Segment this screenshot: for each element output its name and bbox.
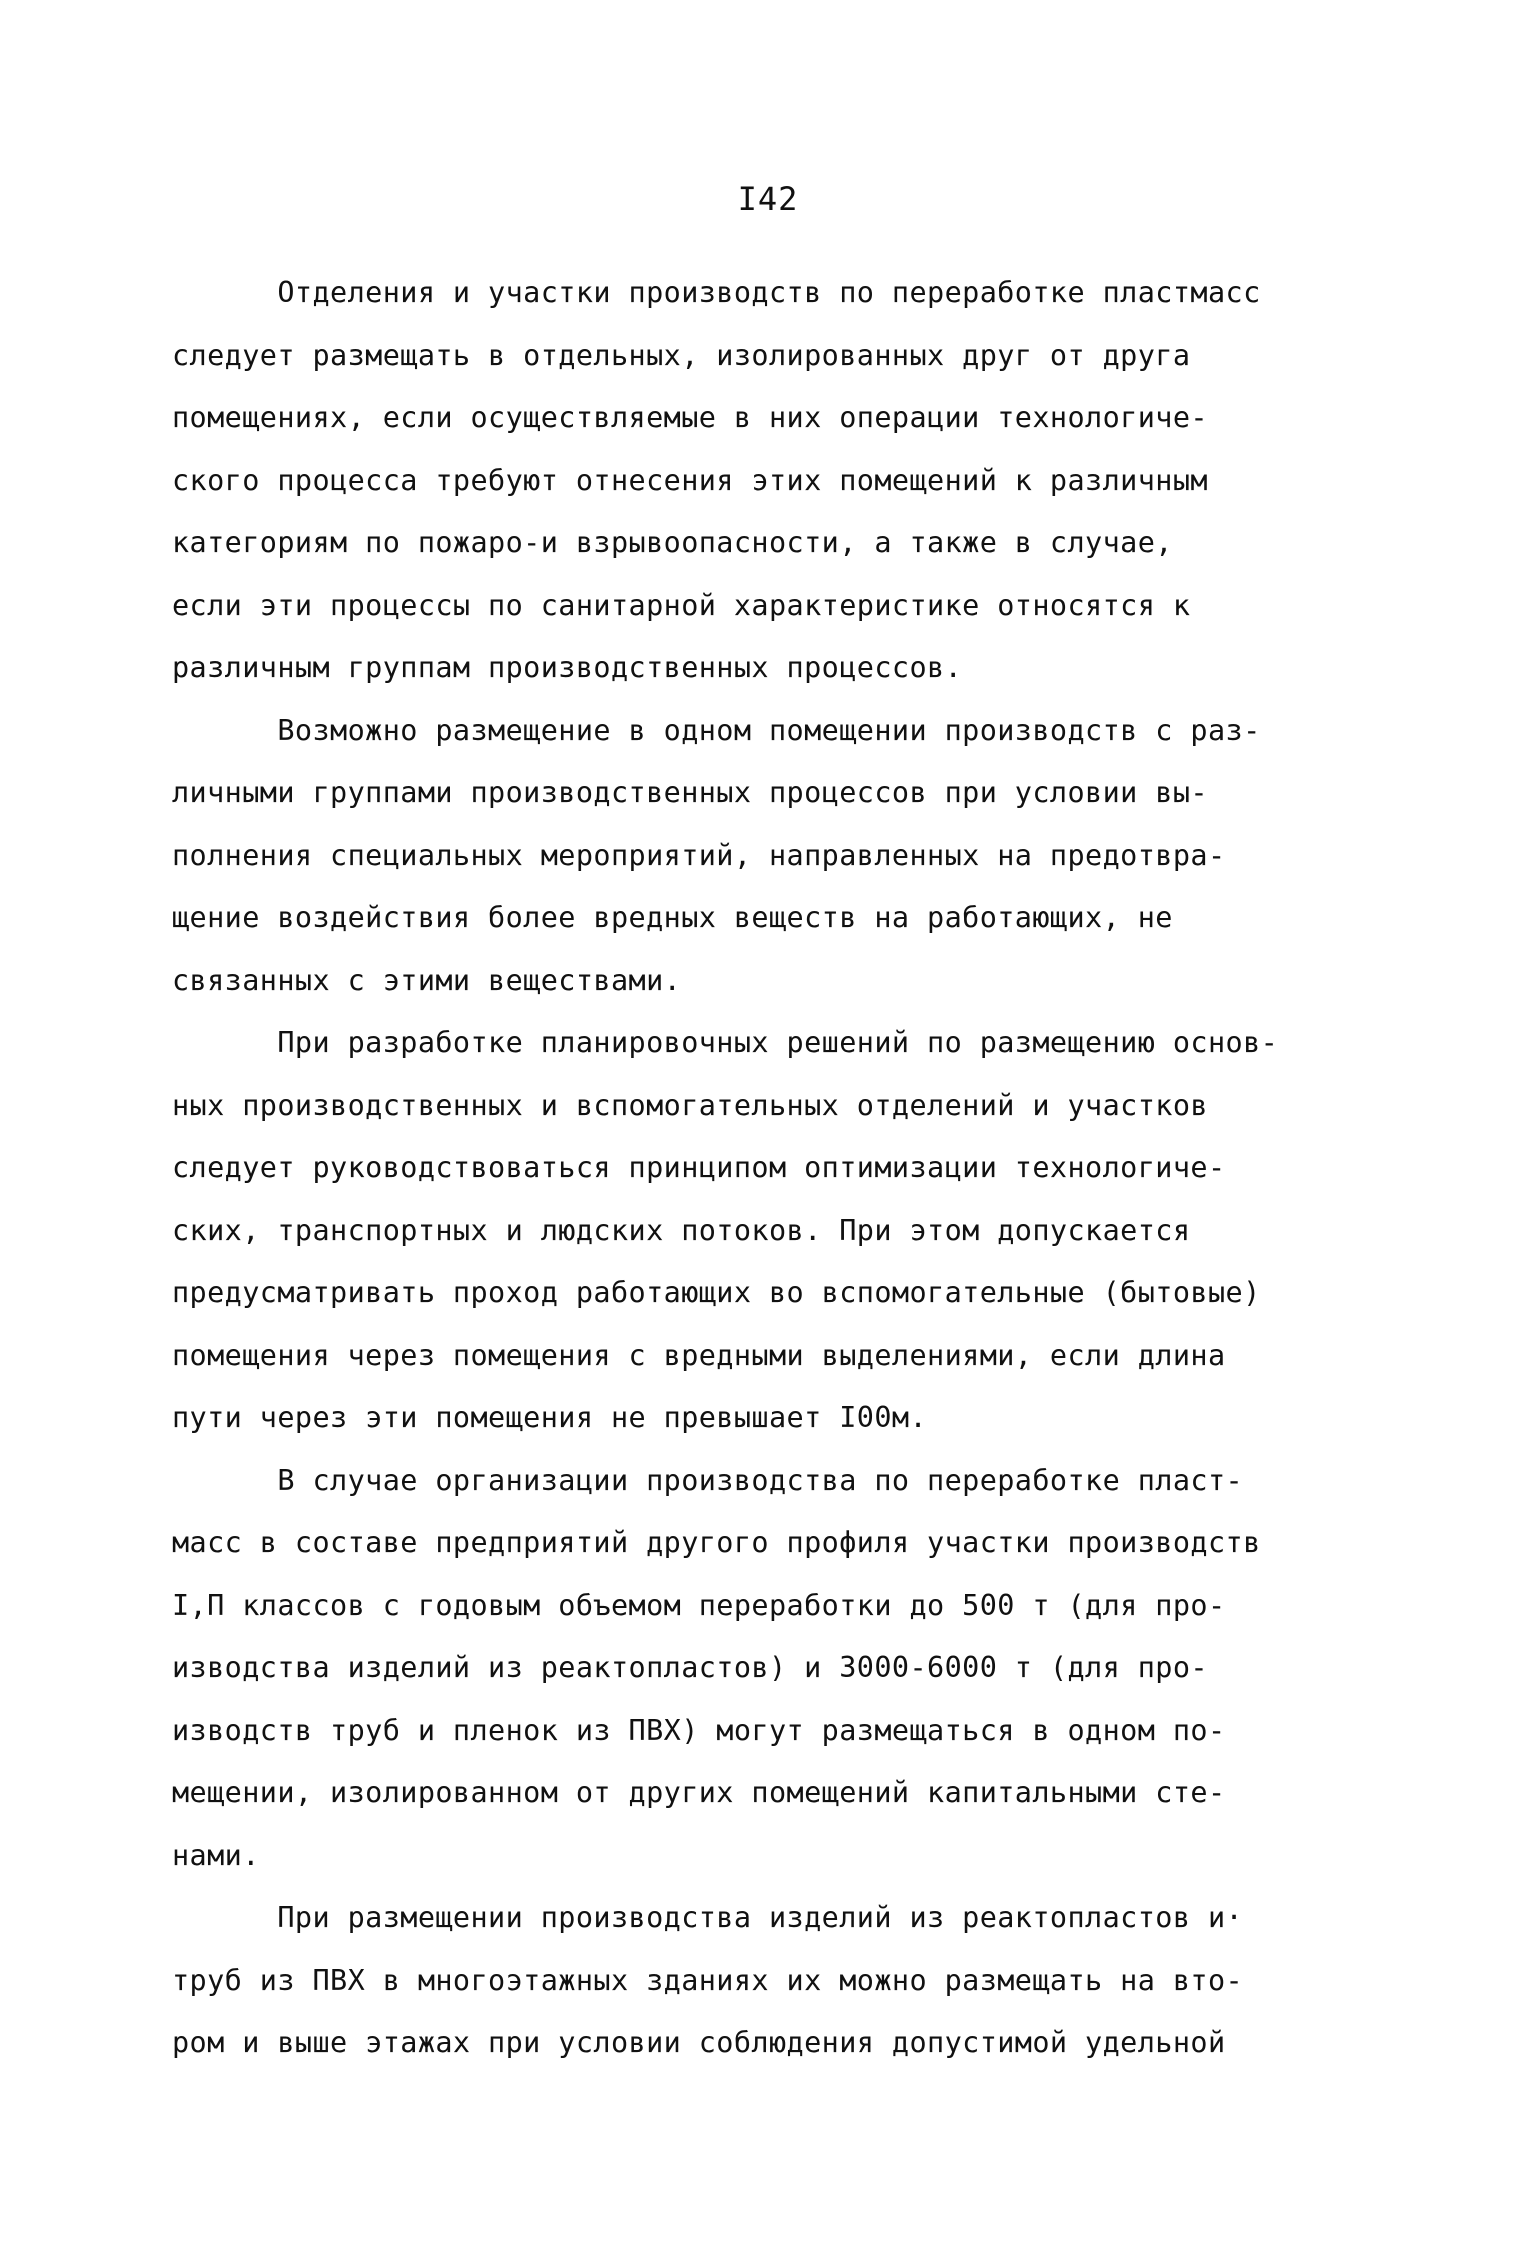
- text-line: следует размещать в отдельных, изолированных друг от друга: [172, 338, 1191, 372]
- text-line: Возможно размещение в одном помещении производств с раз-: [172, 713, 1261, 747]
- text-line: ского процесса требуют отнесения этих помещений к различным: [172, 463, 1208, 497]
- text-line: помещениях, если осуществляемые в них операции технологиче-: [172, 401, 1208, 434]
- paragraph: [172, 1450, 1392, 1888]
- text-line: ром и выше этажах при условии соблюдения допустимой удельной: [172, 2026, 1226, 2059]
- text-line: различным группам производственных процессов.: [172, 651, 963, 684]
- text-line: Отделения и участки производств по переработке пластмасс: [172, 276, 1261, 309]
- text-line: если эти процессы по санитарной характеристике относятся к: [172, 588, 1191, 622]
- text-line: В случае организации производства по переработке пласт-: [172, 1463, 1244, 1497]
- text-line: полнения специальных мероприятий, направленных на предотвра-: [172, 838, 1226, 872]
- text-line: изводств труб и пленок из ПВХ) могут размещаться в одном по-: [172, 1713, 1226, 1747]
- text-line: I,П классов с годовым объемом переработки до 500 т (для про-: [172, 1588, 1226, 1622]
- paragraph: [172, 1887, 1392, 2075]
- text-line: категориям по пожаро-и взрывоопасности, а также в случае,: [172, 526, 1173, 559]
- text-line: следует руководствоваться принципом оптимизации технологиче-: [172, 1151, 1226, 1184]
- text-line: предусматривать проход работающих во вспомогательные (бытовые): [172, 1276, 1261, 1309]
- text-line: мещении, изолированном от других помещений капитальными сте-: [172, 1776, 1226, 1809]
- paragraph: [172, 1012, 1392, 1450]
- text-line: изводства изделий из реактопластов) и 3000-6000 т (для про-: [172, 1651, 1208, 1684]
- text-line: При размещении производства изделий из реактопластов и·: [172, 1901, 1244, 1934]
- text-line: ских, транспортных и людских потоков. При этом допускается: [172, 1213, 1191, 1247]
- text-line: личными группами производственных процессов при условии вы-: [172, 776, 1208, 809]
- text-line: При разработке планировочных решений по размещению основ-: [172, 1026, 1279, 1059]
- paragraph: [172, 700, 1392, 1013]
- text-line: нами.: [172, 1838, 260, 1872]
- text-line: масс в составе предприятий другого профиля участки производств: [172, 1526, 1261, 1559]
- body-text: [172, 262, 1392, 2075]
- text-line: помещения через помещения с вредными выделениями, если длина: [172, 1338, 1226, 1372]
- text-line: пути через эти помещения не превышает I00м.: [172, 1401, 928, 1434]
- text-line: щение воздействия более вредных веществ на работающих, не: [172, 901, 1173, 934]
- text-line: связанных с этими веществами.: [172, 963, 682, 997]
- text-line: труб из ПВХ в многоэтажных зданиях их можно размещать на вто-: [172, 1963, 1244, 1997]
- paragraph: [172, 262, 1392, 700]
- page-number: I42: [737, 180, 799, 218]
- text-line: ных производственных и вспомогательных отделений и участков: [172, 1088, 1208, 1122]
